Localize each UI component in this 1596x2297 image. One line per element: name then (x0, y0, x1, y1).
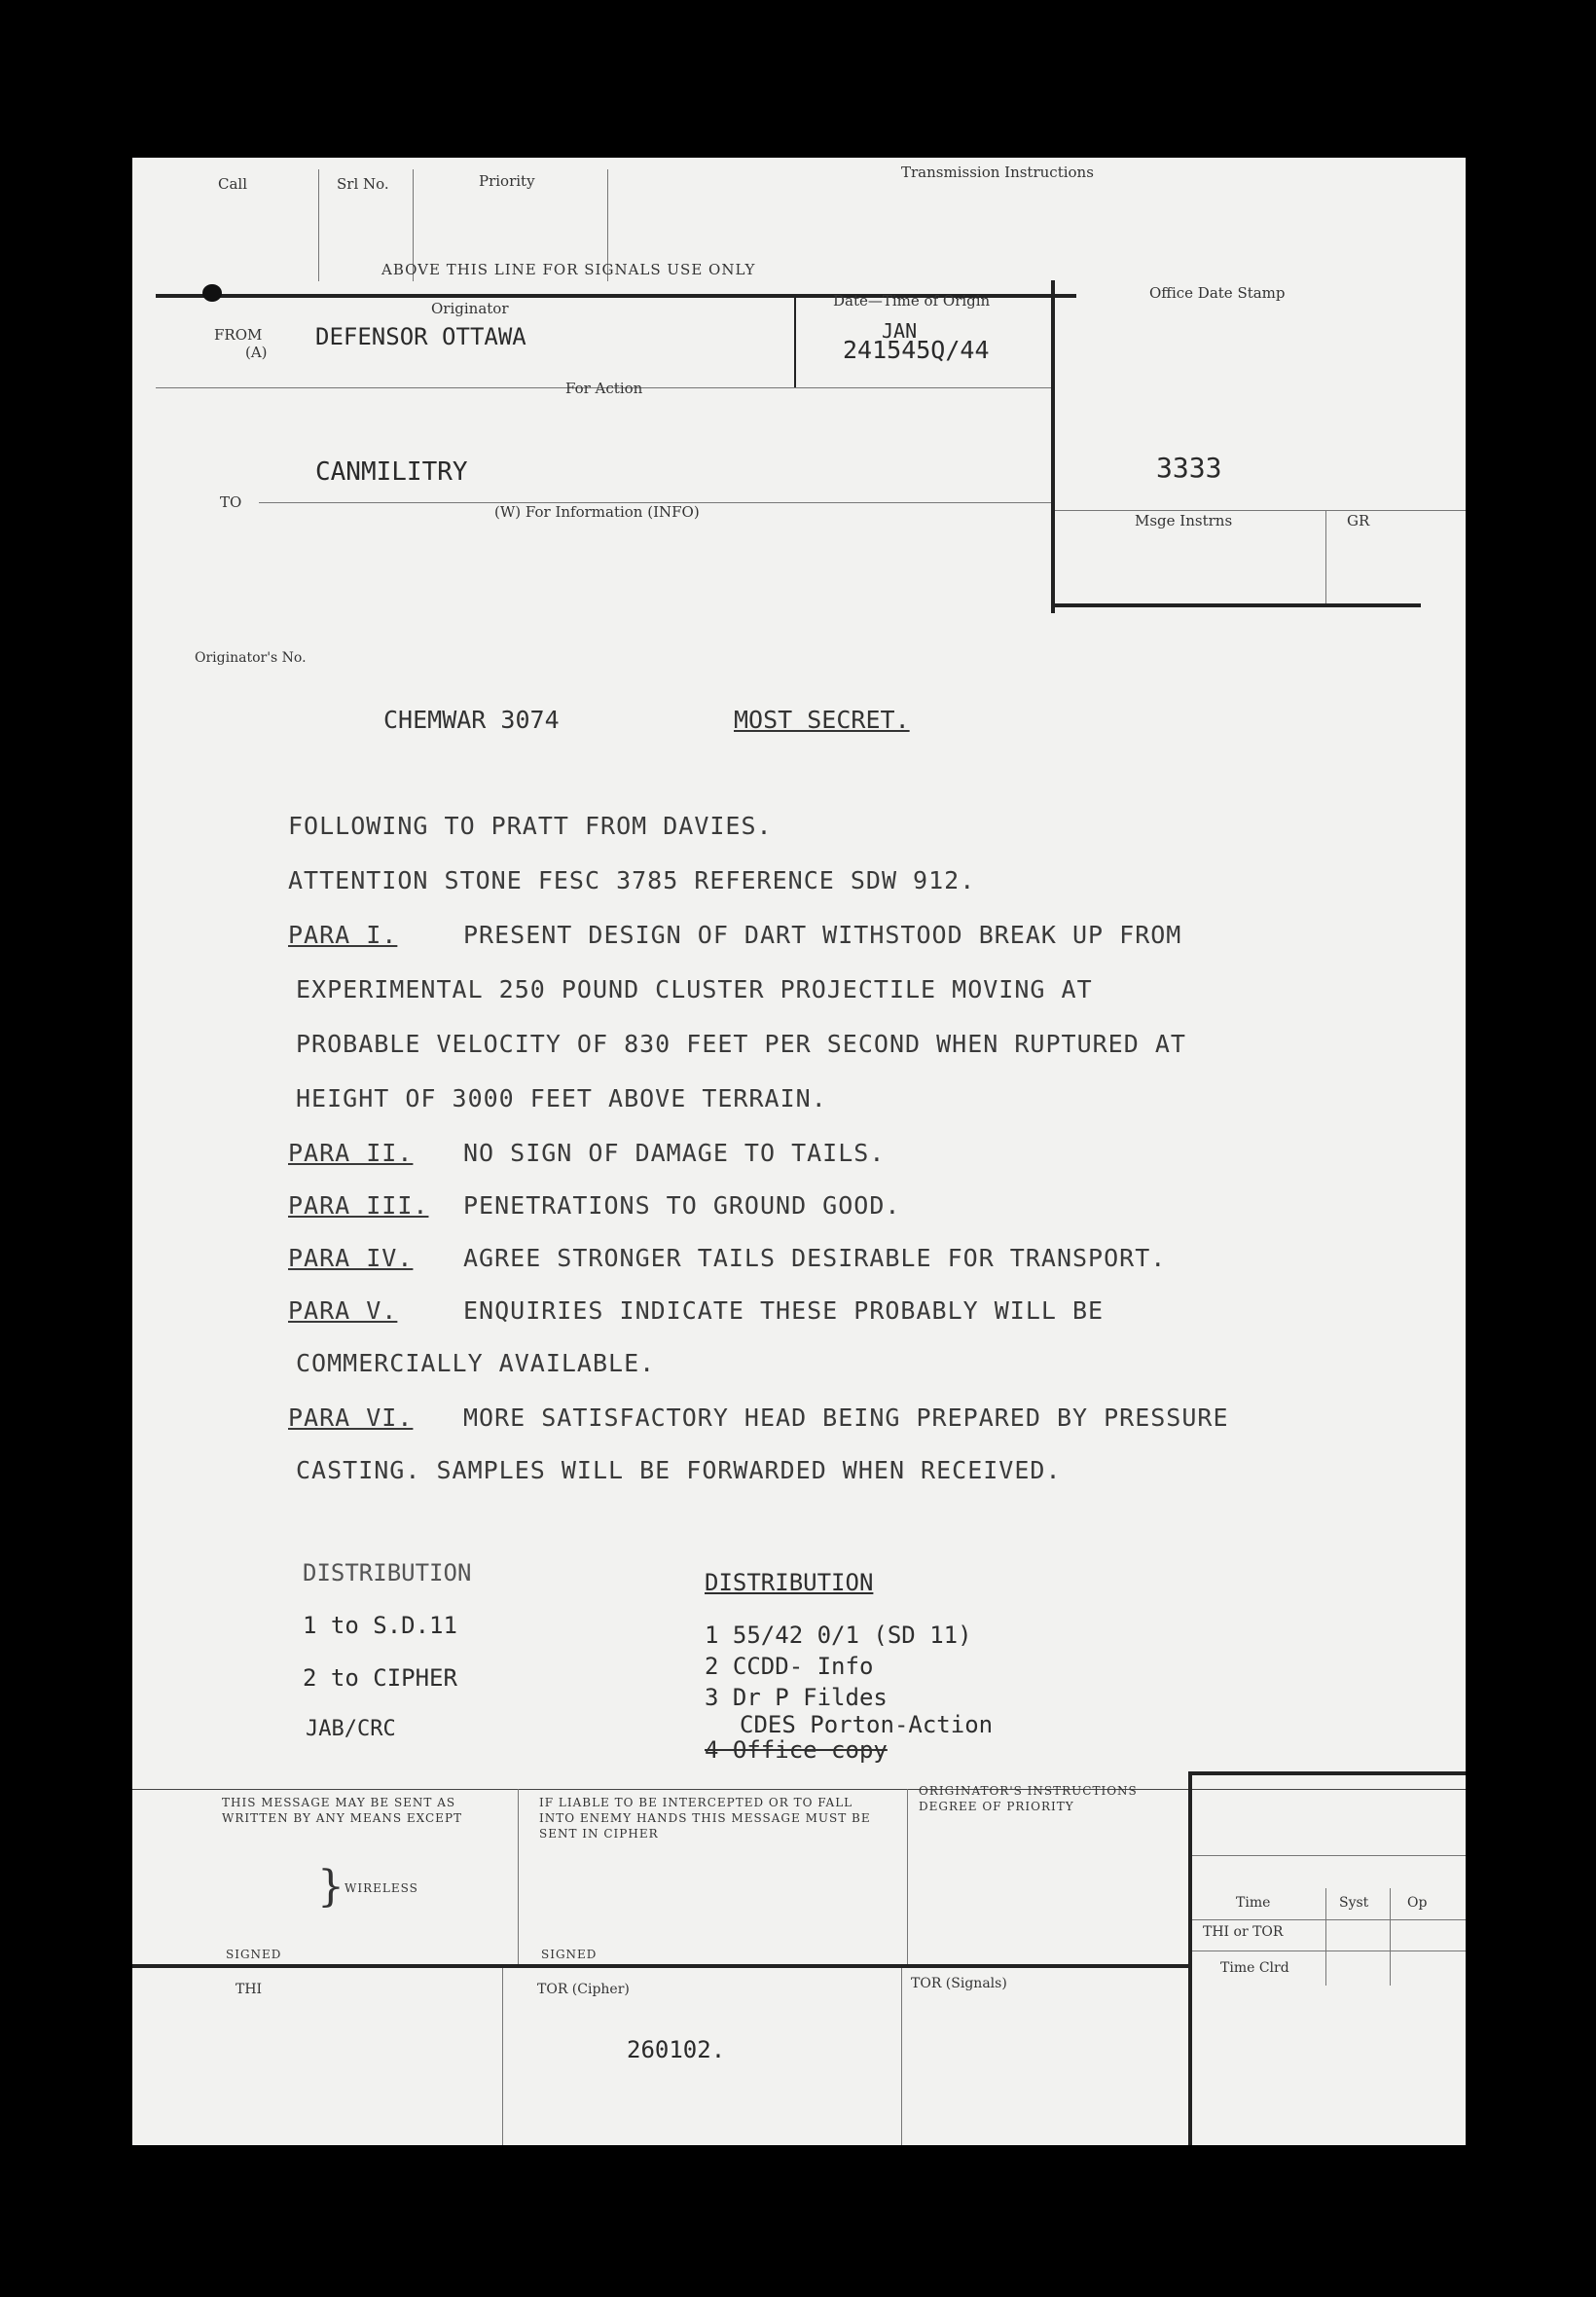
date-time-value: 241545Q/44 (843, 336, 990, 364)
message-line (296, 1456, 1062, 1484)
stamp-box-left-border (1051, 280, 1055, 613)
stamp-box-divider (1055, 510, 1466, 511)
message-line-text: CASTING. SAMPLES WILL BE FORWARDED WHEN RECEIVED. (296, 1456, 1062, 1484)
time-clrd-label: Time Clrd (1220, 1960, 1289, 1976)
header-divider (318, 169, 319, 281)
para-label: PARA IV. (288, 1244, 414, 1272)
thi-or-tor-label: THI or TOR (1203, 1924, 1284, 1940)
distribution-left-item: JAB/CRC (306, 1717, 396, 1741)
message-line (288, 921, 1181, 949)
signed-label: SIGNED (226, 1948, 282, 1961)
tor-cipher-value: 260102. (627, 2036, 726, 2063)
gr-label: GR (1347, 512, 1370, 529)
stamp-box-bottom-border (1051, 603, 1421, 607)
message-line (296, 1084, 827, 1112)
classification: MOST SECRET. (734, 706, 910, 734)
bottom-divider (901, 1968, 902, 2145)
message-line-text: PRESENT DESIGN OF DART WITHSTOOD BREAK UP FROM (463, 921, 1182, 949)
written-by-note: THIS MESSAGE MAY BE SENT AS WRITTEN BY ANY MEANS EXCEPT (222, 1796, 463, 1825)
gr-divider (1325, 510, 1326, 603)
message-line-text: EXPERIMENTAL 250 POUND CLUSTER PROJECTILE MOVING AT (296, 975, 1093, 1003)
distribution-left-item: 2 to CIPHER (303, 1664, 457, 1692)
footer-divider (518, 1789, 519, 1964)
para-label: PARA III. (288, 1191, 429, 1220)
distribution-right-item: CDES Porton-Action (740, 1711, 994, 1738)
footer-bottom-border (132, 1964, 1192, 1968)
time-box-left-border (1188, 1773, 1192, 2145)
distribution-right-item: 1 55/42 0/1 (SD 11) (705, 1622, 972, 1649)
distribution-right-item: 3 Dr P Fildes (705, 1684, 888, 1711)
time-box-divider (1192, 1919, 1466, 1920)
message-line-text: ENQUIRIES INDICATE THESE PROBABLY WILL BE (463, 1296, 1105, 1325)
time-box-top-border (1188, 1771, 1466, 1775)
to-value: CANMILITRY (315, 457, 468, 487)
message-line (296, 1349, 655, 1377)
para-label: PARA V. (288, 1296, 398, 1325)
op-label: Op (1407, 1895, 1428, 1911)
tor-cipher-label: TOR (Cipher) (537, 1982, 630, 1997)
message-line-text: COMMERCIALLY AVAILABLE. (296, 1349, 656, 1377)
thi-label: THI (236, 1982, 263, 1997)
msge-instrns-label: Msge Instrns (1135, 512, 1233, 529)
originator-label: Originator (431, 300, 509, 317)
to-label: TO (220, 493, 242, 511)
message-line (296, 975, 1093, 1003)
date-time-label: Date—Time of Origin (833, 292, 991, 310)
distribution-left-title: DISTRIBUTION (303, 1559, 472, 1586)
priority-label: Priority (479, 172, 535, 190)
message-line-text: MORE SATISFACTORY HEAD BEING PREPARED BY PRESSURE (463, 1404, 1229, 1432)
distribution-right-title: DISTRIBUTION (705, 1569, 874, 1596)
time-box-divider (1325, 1888, 1326, 1986)
srl-no-label: Srl No. (337, 175, 389, 193)
distribution-right-item: 2 CCDD- Info (705, 1653, 874, 1680)
date-time-divider (794, 294, 796, 387)
message-line-text: PENETRATIONS TO GROUND GOOD. (463, 1191, 901, 1220)
originator-value: DEFENSOR OTTAWA (315, 323, 526, 350)
message-form-sheet (132, 158, 1466, 2145)
message-line (288, 1404, 1229, 1432)
date-month: JAN (882, 319, 918, 343)
bottom-divider (502, 1968, 503, 2145)
message-line-text: NO SIGN OF DAMAGE TO TAILS. (463, 1139, 886, 1167)
para-label: PARA II. (288, 1139, 414, 1167)
from-label: FROM (214, 326, 263, 344)
message-line-text: HEIGHT OF 3000 FEET ABOVE TERRAIN. (296, 1084, 827, 1112)
para-label: PARA I. (288, 921, 398, 949)
transmission-instructions-label: Transmission Instructions (901, 164, 1094, 181)
message-line (288, 1191, 900, 1220)
message-line-text: AGREE STRONGER TAILS DESIRABLE FOR TRANSPORT. (463, 1244, 1167, 1272)
brace: } (317, 1862, 345, 1912)
signed-label: SIGNED (541, 1948, 598, 1961)
time-box-divider (1390, 1888, 1391, 1986)
footer-top-border (132, 1789, 1466, 1790)
above-line-note: ABOVE THIS LINE FOR SIGNALS USE ONLY (381, 261, 756, 278)
office-date-stamp-label: Office Date Stamp (1149, 284, 1286, 302)
ink-blot (202, 284, 222, 302)
message-ref: CHEMWAR 3074 (383, 706, 560, 734)
message-line-text: ATTENTION STONE FESC 3785 REFERENCE SDW 912. (288, 866, 976, 894)
syst-label: Syst (1339, 1895, 1369, 1911)
time-box-divider (1192, 1855, 1466, 1856)
for-action-label: For Action (565, 380, 643, 397)
message-line (288, 1296, 1104, 1325)
tor-signals-label: TOR (Signals) (911, 1976, 1007, 1991)
wireless-label: WIRELESS (345, 1881, 418, 1895)
message-line (288, 812, 773, 840)
message-line (288, 1244, 1166, 1272)
message-line (296, 1030, 1186, 1058)
originators-no-label: Originator's No. (195, 650, 307, 666)
distribution-right-item: 4 Office copy (705, 1736, 888, 1764)
originator-instructions: ORIGINATOR'S INSTRUCTIONS DEGREE OF PRIORITY (919, 1784, 1138, 1813)
distribution-left-item: 1 to S.D.11 (303, 1612, 457, 1639)
message-line (288, 1139, 885, 1167)
message-line (288, 866, 975, 894)
para-label: PARA VI. (288, 1404, 414, 1432)
message-line-text: PROBABLE VELOCITY OF 830 FEET PER SECOND WHEN RUPTURED AT (296, 1030, 1186, 1058)
info-label: (W) For Information (INFO) (494, 503, 700, 521)
from-sub-label: (A) (245, 344, 268, 361)
time-label: Time (1236, 1895, 1271, 1911)
stamp-number: 3333 (1156, 452, 1222, 484)
message-line-text: FOLLOWING TO PRATT FROM DAVIES. (288, 812, 773, 840)
footer-divider (907, 1789, 908, 1964)
call-label: Call (218, 175, 248, 193)
cipher-note: IF LIABLE TO BE INTERCEPTED OR TO FALL INTO ENEMY HANDS THIS MESSAGE MUST BE SENT IN CIPHER (539, 1796, 871, 1841)
